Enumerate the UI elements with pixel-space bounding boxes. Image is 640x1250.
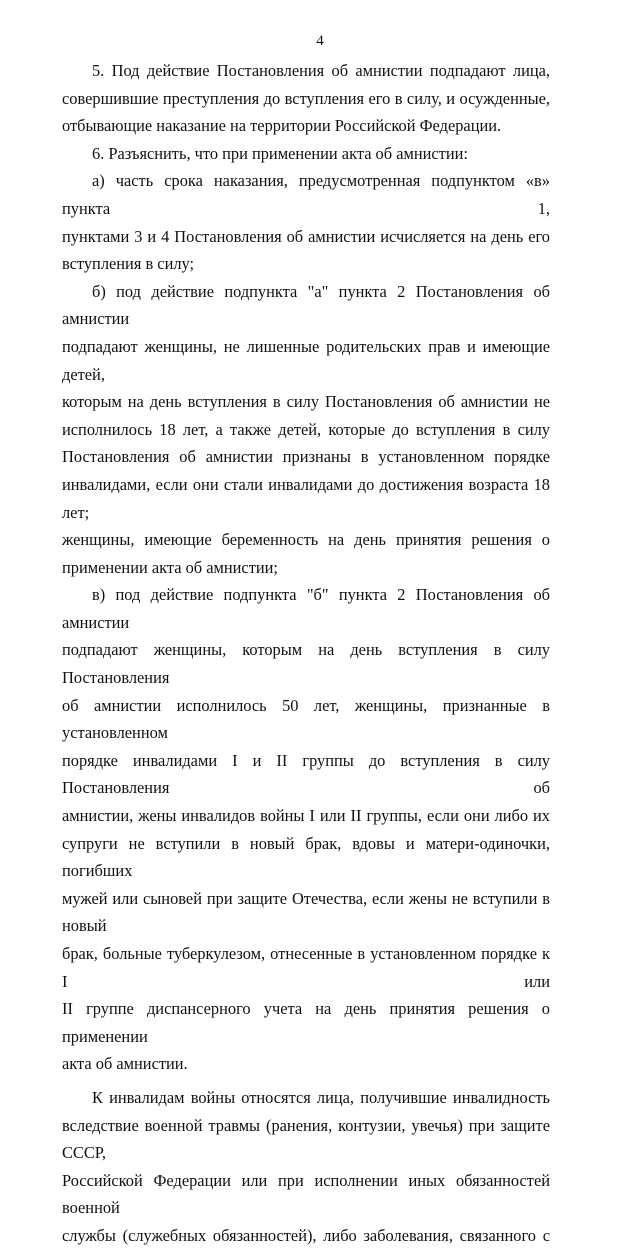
page-number: 4: [316, 33, 324, 49]
text-line: применении акта об амнистии;: [62, 557, 278, 577]
text-line: б) под действие подпункта "а" пункта 2 Постановления об амнистии: [62, 281, 550, 329]
text-line: в) под действие подпункта "б" пункта 2 Постановления об амнистии: [62, 585, 550, 632]
text-line: подпадают женщины, не лишенные родительских прав и имеющие детей,: [62, 336, 550, 384]
text-line: порядке инвалидами I и II группы до вступления в силу Постановления об: [62, 750, 550, 798]
text-line: отбывающие наказание на территории Российской Федерации.: [62, 116, 502, 136]
text-line: вследствие военной травмы (ранения, контузии, увечья) при защите СССР,: [62, 1115, 550, 1163]
text-line: Российской Федерации или при исполнении иных обязанностей военной: [62, 1170, 550, 1218]
text-line: Постановления об амнистии признаны в установленном порядке: [62, 447, 550, 467]
text-line: которым на день вступления в силу Постановления об амнистии не: [62, 392, 550, 412]
text-line: II группе диспансерного учета на день принятия решения о применении: [62, 999, 550, 1046]
paragraph-5: [62, 57, 550, 140]
text-line: исполнилось 18 лет, а также детей, которые до вступления в силу: [62, 419, 550, 439]
paragraph-6: [62, 140, 550, 168]
text-line: службы (служебных обязанностей), либо заболевания, связанного с: [62, 1225, 550, 1245]
text-line: а) часть срока наказания, предусмотренная подпунктом «в» пункта 1,: [62, 171, 550, 218]
text-line: брак, больные туберкулезом, отнесенные в установленном порядке к I или: [62, 944, 550, 991]
text-line: совершившие преступления до вступления его в силу, и осужденные,: [62, 88, 550, 108]
text-line: пунктами 3 и 4 Постановления об амнистии исчисляется на день его: [62, 226, 550, 246]
text-line: мужей или сыновей при защите Отечества, если жены не вступили в новый: [62, 888, 550, 936]
paragraph-6a: [62, 167, 550, 277]
text-line: амнистии, жены инвалидов войны I или II группы, если они либо их: [62, 806, 550, 826]
text-line: вступления в силу;: [62, 254, 195, 274]
text-line: об амнистии исполнилось 50 лет, женщины, признанные в установленном: [62, 695, 550, 743]
text-line: подпадают женщины, которым на день вступления в силу Постановления: [62, 640, 550, 688]
text-line: 6. Разъяснить, что при применении акта об амнистии:: [92, 143, 468, 163]
text-line: супруги не вступили в новый брак, вдовы и матери-одиночки, погибших: [62, 833, 550, 881]
document-body: [62, 57, 550, 1250]
paragraph-6v: [62, 581, 550, 1078]
text-line: акта об амнистии.: [62, 1054, 188, 1074]
text-line: К инвалидам войны относятся лица, получившие инвалидность: [92, 1087, 550, 1107]
paragraph-war-invalids: [62, 1084, 550, 1250]
text-line: 5. Под действие Постановления об амнистии подпадают лица,: [92, 61, 550, 80]
paragraph-6b: [62, 278, 550, 582]
text-line: инвалидами, если они стали инвалидами до достижения возраста 18 лет;: [62, 474, 550, 522]
text-line: женщины, имеющие беременность на день принятия решения о: [62, 530, 550, 550]
